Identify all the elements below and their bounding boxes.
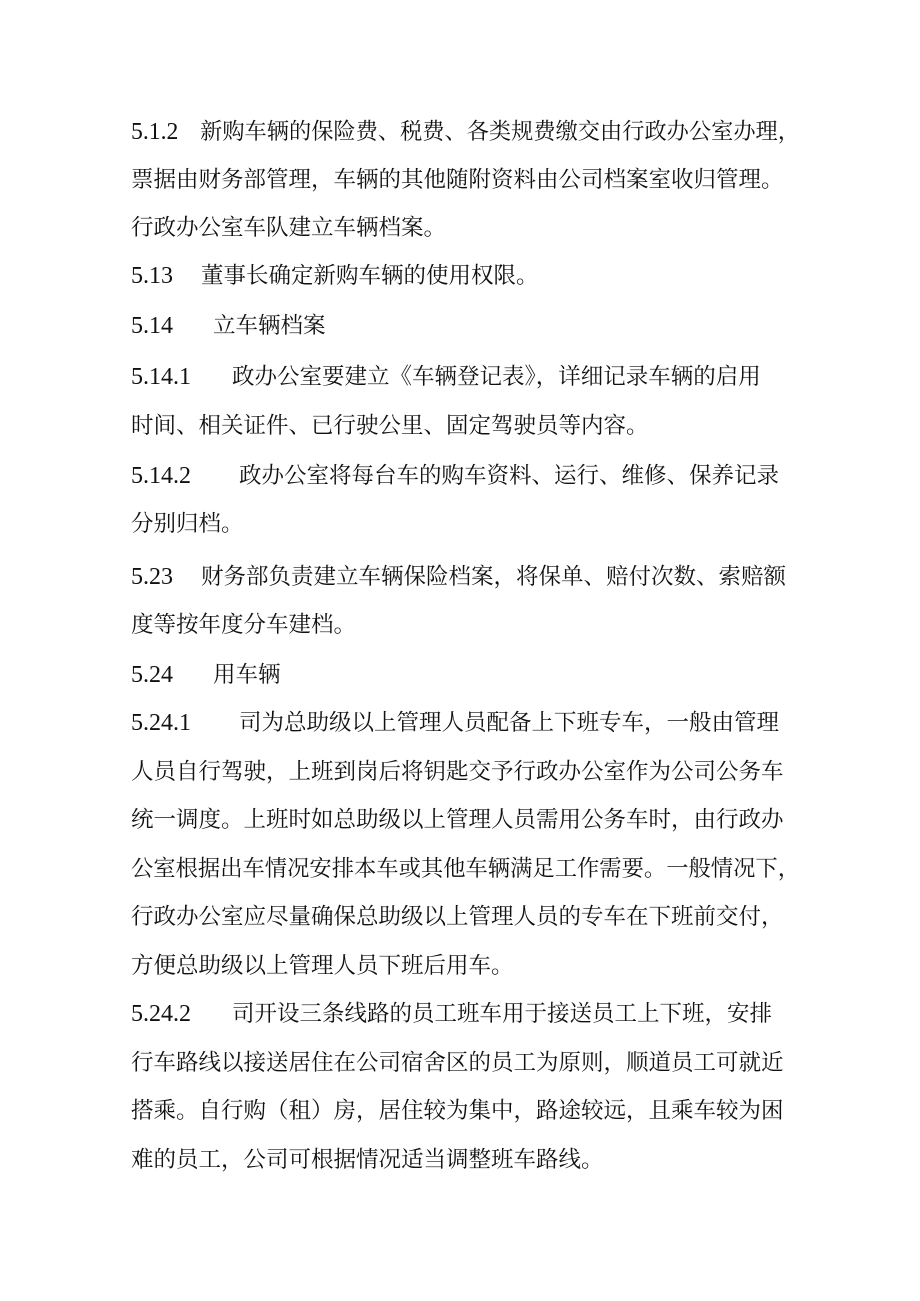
section-number: 5.14.2 — [131, 463, 191, 489]
line-text: 用车辆 — [213, 662, 281, 688]
line-text: 董事长确定新购车辆的使用权限。 — [201, 263, 539, 289]
paragraph-line — [131, 897, 784, 937]
line-text: 时间、相关证件、已行驶公里、固定驾驶员等内容。 — [131, 413, 649, 439]
section-number: 5.14 — [131, 313, 173, 339]
paragraph-line — [131, 605, 356, 645]
line-text: 方便总助级以上管理人员下班后用车。 — [131, 953, 514, 979]
paragraph-line — [131, 946, 514, 986]
section-number: 5.24 — [131, 662, 173, 688]
line-text: 分别归档。 — [131, 511, 244, 537]
line-text: 财务部负责建立车辆保险档案，将保单、赔付次数、索赔额 — [201, 564, 787, 590]
paragraph-line — [131, 357, 761, 397]
paragraph-line — [131, 994, 772, 1034]
line-text: 政办公室要建立《车辆登记表》，详细记录车辆的启用 — [232, 364, 761, 390]
line-text: 新购车辆的保险费、税费、各类规费缴交由行政办公室办理， — [200, 119, 800, 145]
section-number: 5.24.1 — [131, 710, 191, 736]
line-text: 搭乘。自行购（租）房，居住较为集中，路途较远，且乘车较为困 — [131, 1098, 784, 1124]
line-text: 票据由财务部管理，车辆的其他随附资料由公司档案室收归管理。 — [131, 167, 784, 193]
line-text: 政办公室将每台车的购车资料、运行、维修、保养记录 — [239, 463, 780, 489]
line-text: 统一调度。上班时如总助级以上管理人员需用公务车时，由行政办 — [131, 807, 784, 833]
paragraph-line — [131, 703, 779, 743]
paragraph-line — [131, 800, 784, 840]
paragraph-line — [131, 655, 281, 695]
paragraph-line — [131, 160, 784, 200]
paragraph-line — [131, 1140, 604, 1180]
line-text: 司为总助级以上管理人员配备上下班专车，一般由管理 — [239, 710, 780, 736]
paragraph-line — [131, 504, 244, 544]
line-text: 行政办公室车队建立车辆档案。 — [131, 215, 447, 241]
line-text: 立车辆档案 — [213, 313, 326, 339]
section-number: 5.23 — [131, 564, 173, 590]
line-text: 公室根据出车情况安排本车或其他车辆满足工作需要。一般情况下， — [131, 856, 801, 882]
paragraph-line — [131, 557, 786, 597]
paragraph-line — [131, 456, 779, 496]
section-number: 5.14.1 — [131, 364, 191, 390]
section-number: 5.1.2 — [131, 119, 179, 145]
line-text: 度等按年度分车建档。 — [131, 612, 357, 638]
section-number: 5.24.2 — [131, 1001, 191, 1027]
paragraph-line — [131, 112, 800, 152]
paragraph-line — [131, 849, 800, 889]
section-number: 5.13 — [131, 263, 173, 289]
line-text: 人员自行驾驶，上班到岗后将钥匙交予行政办公室作为公司公务车 — [131, 759, 784, 785]
paragraph-line — [131, 752, 784, 792]
line-text: 行政办公室应尽量确保总助级以上管理人员的专车在下班前交付， — [131, 904, 784, 930]
line-text: 难的员工，公司可根据情况适当调整班车路线。 — [131, 1147, 604, 1173]
paragraph-line — [131, 1043, 784, 1083]
paragraph-line — [131, 406, 649, 446]
line-text: 行车路线以接送居住在公司宿舍区的员工为原则，顺道员工可就近 — [131, 1050, 784, 1076]
paragraph-line — [131, 1091, 784, 1131]
paragraph-line — [131, 256, 539, 296]
paragraph-line — [131, 306, 326, 346]
paragraph-line — [131, 208, 446, 248]
line-text: 司开设三条线路的员工班车用于接送员工上下班，安排 — [232, 1001, 773, 1027]
